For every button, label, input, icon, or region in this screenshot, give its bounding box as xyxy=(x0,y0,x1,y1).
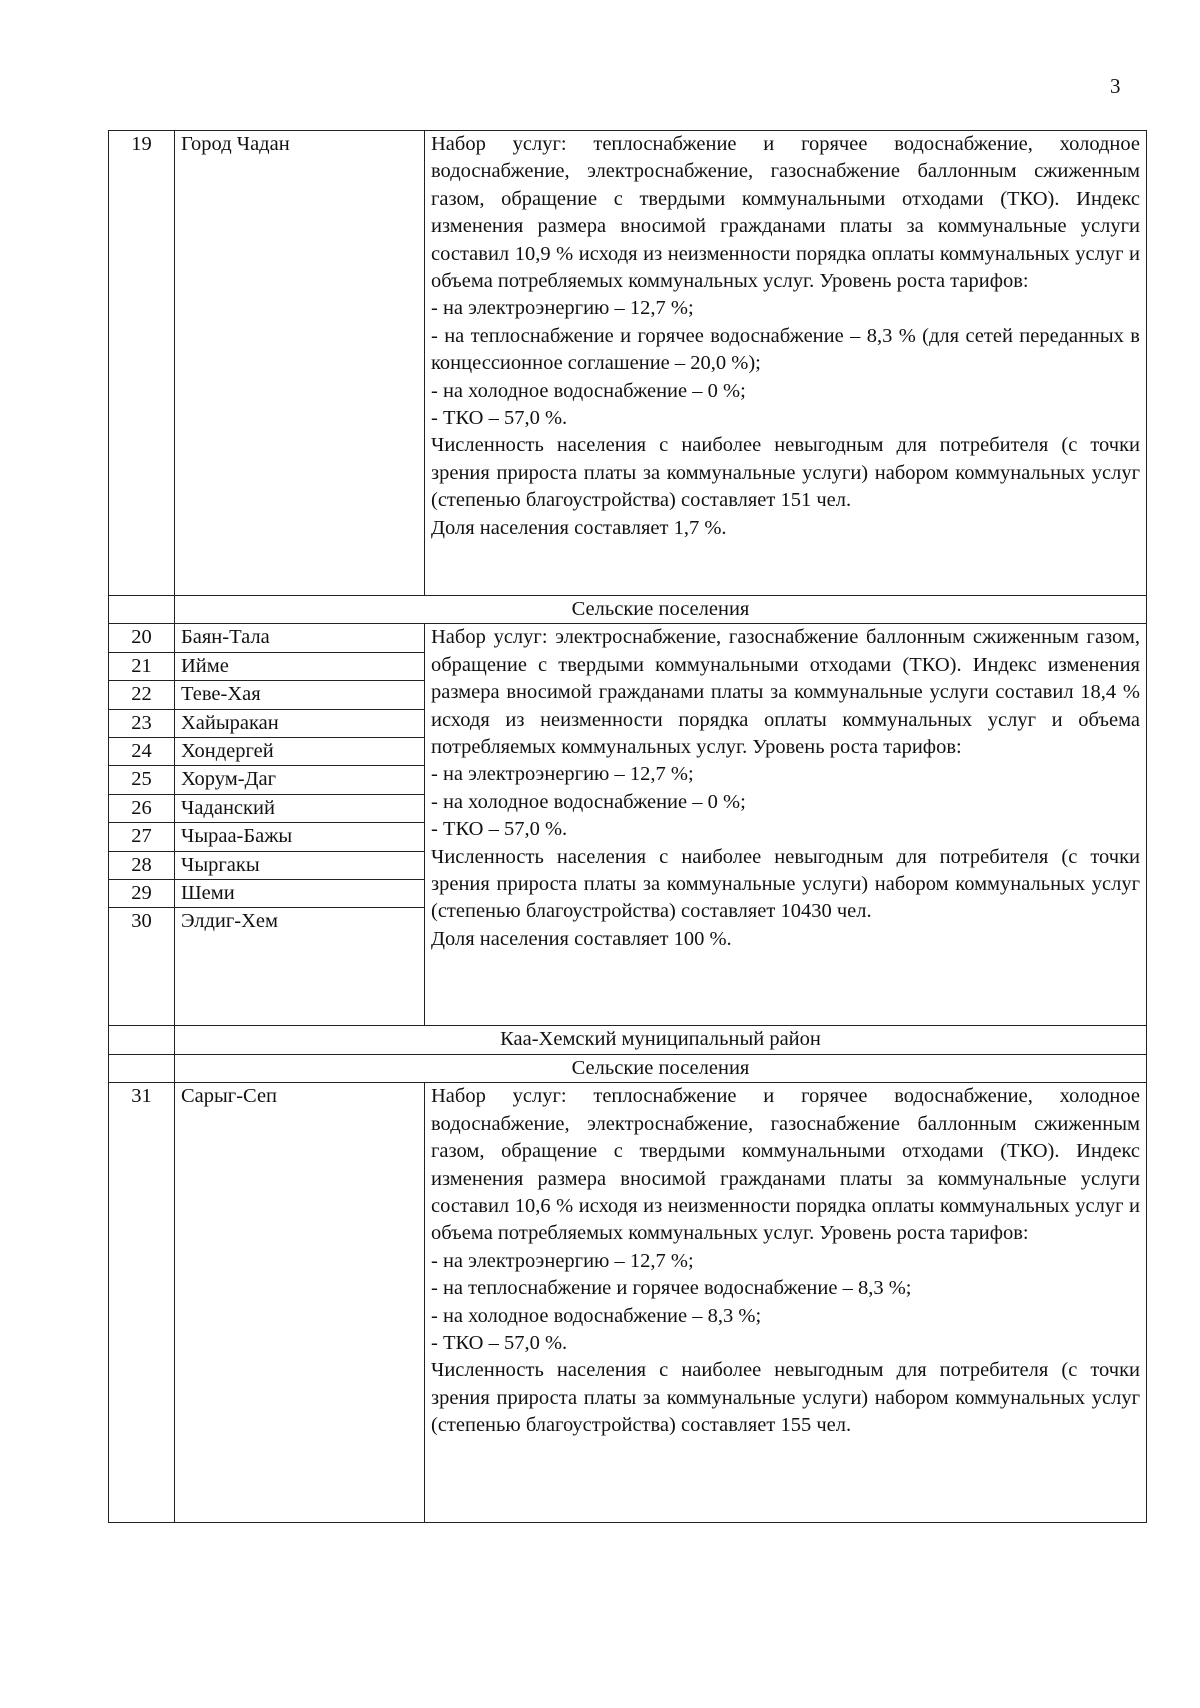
row-number: 21 xyxy=(109,652,175,680)
table-row xyxy=(109,1083,1147,1523)
settlement-name: Сарыг-Сеп xyxy=(175,1083,425,1523)
settlement-name: Город Чадан xyxy=(175,131,425,596)
row-number: 19 xyxy=(109,131,175,596)
row-number: 24 xyxy=(109,738,175,766)
services-description xyxy=(425,624,1147,1026)
row-number: 22 xyxy=(109,681,175,709)
settlement-name: Чаданский xyxy=(175,794,425,822)
services-text: Набор услуг: электроснабжение, газоснабжение баллонным сжиженным газом, обращение с твердыми коммунальными отходами (ТКО). Индекс изменения размера вносимой гражданами платы за коммунальные услуги составил 18,4 % исходя из неизменности порядка оплаты коммунальных услуг и объема потребляемых коммунальных услуг. Уровень роста тарифов: xyxy=(431,626,1140,759)
settlement-name: Теве-Хая xyxy=(175,681,425,709)
settlement-name: Шеми xyxy=(175,880,425,908)
population-share: Доля населения составляет 1,7 %. xyxy=(431,516,727,539)
row-number: 26 xyxy=(109,794,175,822)
table-row xyxy=(109,131,1147,596)
page-number: 3 xyxy=(1110,74,1121,98)
tariff-table xyxy=(108,130,1147,1523)
services-description xyxy=(425,1083,1147,1523)
section-heading: Сельские поселения xyxy=(175,1054,1147,1082)
settlement-name: Баян-Тала xyxy=(175,624,425,652)
settlement-name: Чыргакы xyxy=(175,851,425,879)
services-text: Набор услуг: теплоснабжение и горячее водоснабжение, холодное водоснабжение, электроснабжение, газоснабжение баллонным сжиженным газом, обращение с твердыми коммунальными отходами (ТКО). Индекс изменения размера вносимой гражданами платы за коммунальные услуги составил 10,9 % исходя из неизменности порядка оплаты коммунальных услуг и объема потребляемых коммунальных услуг. Уровень роста тарифов: xyxy=(431,133,1140,293)
tariff-line: - ТКО – 57,0 %. xyxy=(431,818,568,841)
settlement-name: Хорум-Даг xyxy=(175,766,425,794)
population-text: Численность населения с наиболее невыгодным для потребителя (с точки зрения прироста платы за коммунальные услуги) набором коммунальных услуг (степенью благоустройства) составляет 151 чел. xyxy=(431,434,1140,512)
row-number: 27 xyxy=(109,823,175,851)
settlement-name: Ийме xyxy=(175,652,425,680)
tariff-line: - на электроэнергию – 12,7 %; xyxy=(431,1249,694,1272)
row-number: 28 xyxy=(109,851,175,879)
tariff-line: - на теплоснабжение и горячее водоснабжение – 8,3 %; xyxy=(431,1277,912,1300)
population-text: Численность населения с наиболее невыгодным для потребителя (с точки зрения прироста платы за коммунальные услуги) набором коммунальных услуг (степенью благоустройства) составляет 155 чел. xyxy=(431,1359,1140,1437)
row-number: 23 xyxy=(109,709,175,737)
blank-cell xyxy=(109,1054,175,1082)
settlement-name: Хайыракан xyxy=(175,709,425,737)
blank-cell xyxy=(109,596,175,624)
settlement-name: Чыраа-Бажы xyxy=(175,823,425,851)
district-heading: Каа-Хемский муниципальный район xyxy=(175,1026,1147,1054)
tariff-line: - на электроэнергию – 12,7 %; xyxy=(431,297,694,320)
population-text: Численность населения с наиболее невыгодным для потребителя (с точки зрения прироста платы за коммунальные услуги) набором коммунальных услуг (степенью благоустройства) составляет 10430 чел. xyxy=(431,845,1140,923)
section-heading-row xyxy=(109,1054,1147,1082)
tariff-line: - на холодное водоснабжение – 0 %; xyxy=(431,790,746,813)
tariff-line: - ТКО – 57,0 %. xyxy=(431,1331,568,1354)
services-description xyxy=(425,131,1147,596)
tariff-line: - ТКО – 57,0 %. xyxy=(431,407,568,430)
section-heading: Сельские поселения xyxy=(175,596,1147,624)
tariff-line: - на холодное водоснабжение – 0 %; xyxy=(431,379,746,402)
settlement-name: Хондергей xyxy=(175,738,425,766)
row-number: 25 xyxy=(109,766,175,794)
settlement-name: Элдиг-Хем xyxy=(175,908,425,1026)
tariff-line: - на электроэнергию – 12,7 %; xyxy=(431,763,694,786)
blank-cell xyxy=(109,1026,175,1054)
row-number: 31 xyxy=(109,1083,175,1523)
row-number: 20 xyxy=(109,624,175,652)
tariff-line: - на теплоснабжение и горячее водоснабжение – 8,3 % (для сетей переданных в концессионное соглашение – 20,0 %); xyxy=(431,324,1140,375)
table-row xyxy=(109,624,1147,652)
section-heading-row xyxy=(109,1026,1147,1054)
row-number: 29 xyxy=(109,880,175,908)
population-share: Доля населения составляет 100 %. xyxy=(431,927,732,950)
section-heading-row xyxy=(109,596,1147,624)
tariff-line: - на холодное водоснабжение – 8,3 %; xyxy=(431,1304,762,1327)
row-number: 30 xyxy=(109,908,175,1026)
services-text: Набор услуг: теплоснабжение и горячее водоснабжение, холодное водоснабжение, электроснабжение, газоснабжение баллонным сжиженным газом, обращение с твердыми коммунальными отходами (ТКО). Индекс изменения размера вносимой гражданами платы за коммунальные услуги составил 10,6 % исходя из неизменности порядка оплаты коммунальных услуг и объема потребляемых коммунальных услуг. Уровень роста тарифов: xyxy=(431,1085,1140,1245)
